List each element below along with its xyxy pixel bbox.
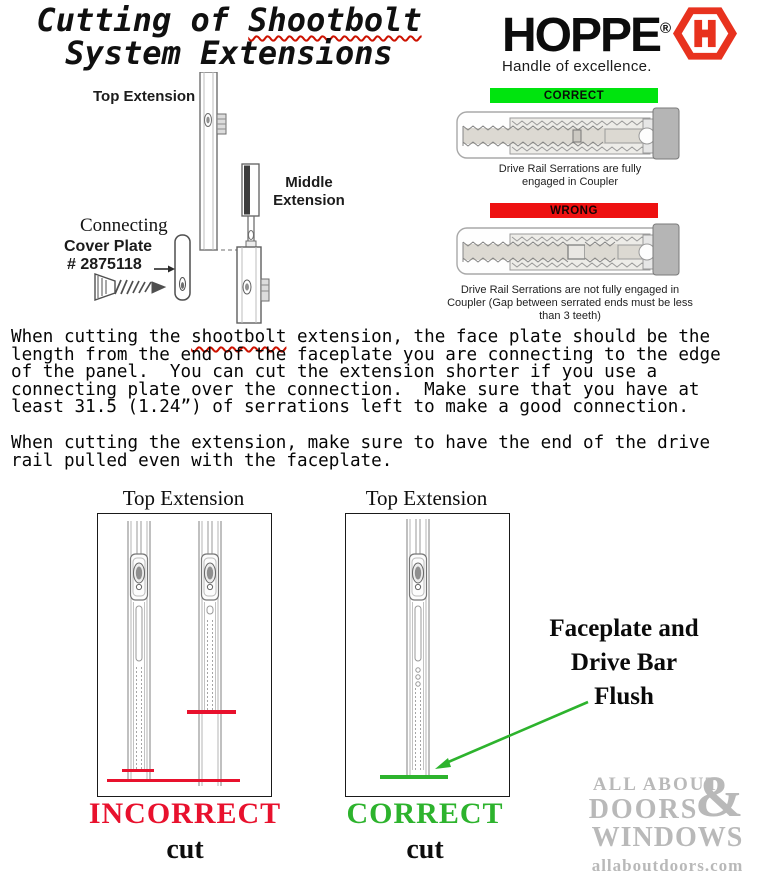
page-title bbox=[8, 1, 450, 72]
correct-sub-label: cut bbox=[406, 834, 444, 865]
flush-note: Faceplate and Drive Bar Flush bbox=[549, 615, 699, 710]
body-paragraph1-line3: of the panel. You can cut the extension shorter if you use a bbox=[11, 362, 658, 382]
top-extension-label: Top Extension bbox=[93, 88, 196, 105]
incorrect-cut-line-right-rail bbox=[187, 710, 236, 714]
part-number-arrow bbox=[154, 266, 175, 273]
incorrect-sub-label: cut bbox=[166, 834, 204, 865]
hoppe-logo bbox=[502, 4, 758, 75]
incorrect-label: INCORRECT bbox=[88, 797, 282, 830]
top-extension-rail-drawing bbox=[200, 72, 247, 250]
watermark-url: allaboutdoors.com bbox=[591, 856, 744, 873]
incorrect-cut-rails-drawing bbox=[98, 514, 271, 796]
body-paragraph1-line5: least 31.5 (1.24”) of serrations left to make a good connection. bbox=[11, 397, 689, 417]
misspelled-word: shootbolt bbox=[191, 327, 287, 347]
cover-plate-drawing bbox=[175, 235, 190, 300]
correct-label: CORRECT bbox=[346, 797, 504, 830]
incorrect-cut-box bbox=[97, 513, 272, 797]
correct-engagement-diagram bbox=[455, 106, 685, 162]
left-box-title: Top Extension bbox=[122, 486, 245, 510]
body-paragraph2-line2: rail pulled even with the faceplate. bbox=[11, 450, 393, 471]
watermark-line3: WINDOWS bbox=[591, 822, 744, 853]
middle-extension-blade-drawing bbox=[242, 164, 259, 249]
part-number-label: # 2875118 bbox=[67, 256, 142, 273]
lower-rail-segment-drawing bbox=[237, 247, 269, 323]
middle-extension-label: Middle Extension bbox=[273, 174, 345, 209]
watermark-ampersand: & bbox=[695, 764, 744, 829]
body-paragraph1-line4: connecting plate over the connection. Make sure that you have at bbox=[11, 379, 700, 400]
hoppe-wordmark: HOPPE® bbox=[502, 9, 672, 62]
watermark bbox=[575, 764, 760, 873]
watermark-line1: ALL ABOUT bbox=[592, 774, 721, 795]
watermark-line2: DOORS bbox=[588, 794, 699, 825]
flush-arrow bbox=[420, 690, 600, 780]
wrong-engagement-diagram bbox=[455, 221, 685, 279]
screw-drawing bbox=[95, 274, 165, 300]
title-misspelled-word: Shootbolt bbox=[248, 1, 422, 39]
connecting-label: Connecting bbox=[80, 215, 168, 236]
hoppe-hexagon-icon bbox=[673, 7, 737, 60]
cover-plate-label: Cover Plate bbox=[64, 238, 153, 255]
correct-caption: Drive Rail Serrations are fully engaged in Coupler bbox=[498, 163, 642, 188]
body-paragraph1-line1: When cutting the shootbolt extension, the face plate should be the bbox=[11, 327, 711, 347]
registered-trademark-symbol: ® bbox=[660, 20, 672, 37]
wrong-banner: WRONG bbox=[490, 203, 658, 218]
page-title-line2: System Extensions bbox=[65, 34, 393, 72]
title-text: Cutting of bbox=[36, 1, 249, 39]
incorrect-cut-line-short bbox=[122, 769, 154, 772]
right-box-title: Top Extension bbox=[365, 486, 488, 510]
body-paragraph2-line1: When cutting the extension, make sure to have the end of the drive bbox=[11, 433, 711, 453]
incorrect-cut-line-long bbox=[107, 779, 240, 782]
shootbolt-extension-diagram bbox=[90, 72, 290, 325]
page-title-line1 bbox=[8, 1, 450, 39]
correct-banner: CORRECT bbox=[490, 88, 658, 103]
body-paragraph1-line2: length from the end of the faceplate you are connecting to the edge bbox=[11, 344, 721, 365]
hoppe-tagline: Handle of excellence. bbox=[502, 58, 652, 75]
wrong-caption: Drive Rail Serrations are not fully engaged in Coupler (Gap between serrated ends must be less than 3 teeth) bbox=[447, 284, 693, 322]
